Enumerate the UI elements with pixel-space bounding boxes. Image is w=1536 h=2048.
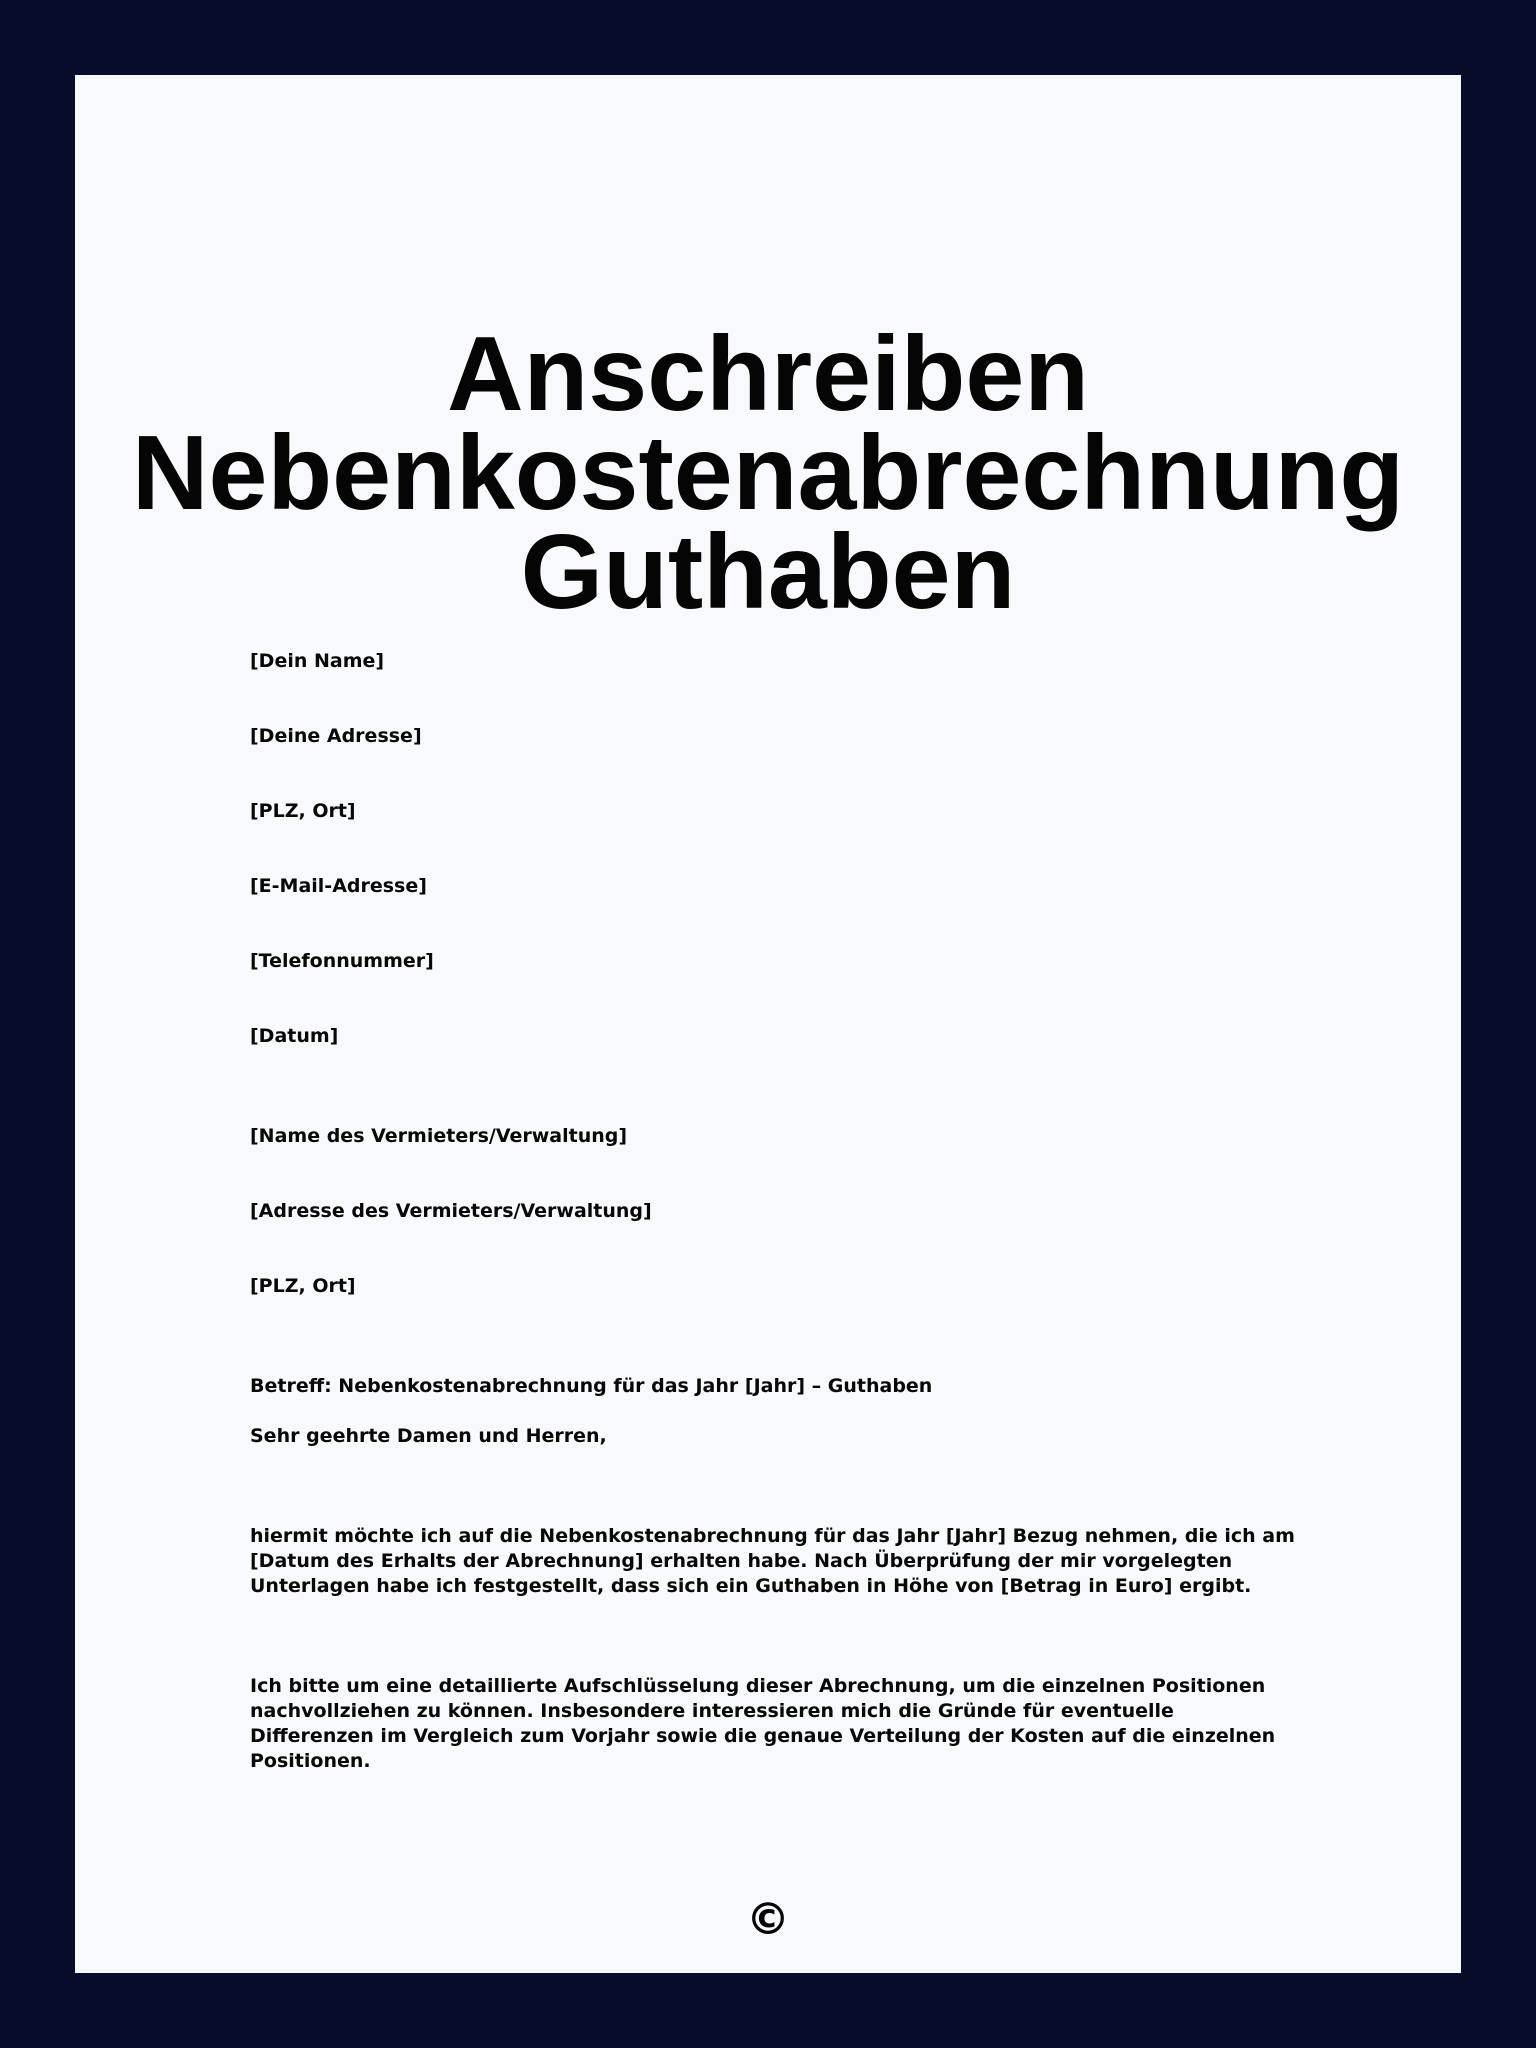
copyright-mark: © xyxy=(746,1894,790,1945)
sender-email: [E-Mail-Adresse] xyxy=(250,875,427,897)
recipient-address: [Adresse des Vermieters/Verwaltung] xyxy=(250,1200,652,1222)
sender-phone: [Telefonnummer] xyxy=(250,950,434,972)
letter-date: [Datum] xyxy=(250,1025,339,1047)
body-paragraph-2: Ich bitte um eine detaillierte Aufschlüsselung dieser Abrechnung, um die einzelnen Positionen nachvollziehen zu können. Insbesondere interessieren mich die Gründe für eventuelle Differenzen im Vergleich zum Vorjahr sowie die genaue Verteilung der Kosten auf die einzelnen Positionen. xyxy=(250,1675,1276,1772)
title-line-1: Anschreiben xyxy=(446,315,1090,433)
sender-address: [Deine Adresse] xyxy=(250,725,422,747)
subject-line: Betreff: Nebenkostenabrechnung für das Jahr [Jahr] – Guthaben xyxy=(250,1375,933,1397)
salutation: Sehr geehrte Damen und Herren, xyxy=(250,1425,607,1447)
document-title xyxy=(75,315,1461,631)
recipient-zip-city: [PLZ, Ort] xyxy=(250,1275,356,1297)
recipient-name: [Name des Vermieters/Verwaltung] xyxy=(250,1125,628,1147)
sender-zip-city: [PLZ, Ort] xyxy=(250,800,356,822)
title-line-3: Guthaben xyxy=(520,513,1016,631)
body-paragraph-1: hiermit möchte ich auf die Nebenkostenabrechnung für das Jahr [Jahr] Bezug nehmen, die ich am [Datum des Erhalts der Abrechnung] erhalten habe. Nach Überprüfung der mir vorgelegten Unterlagen habe ich festgestellt, dass sich ein Guthaben in Höhe von [Betrag in Euro] ergibt. xyxy=(250,1525,1295,1597)
title-line-2: Nebenkostenabrechnung xyxy=(131,414,1405,532)
document-page xyxy=(75,75,1461,1973)
sender-name: [Dein Name] xyxy=(250,650,385,672)
